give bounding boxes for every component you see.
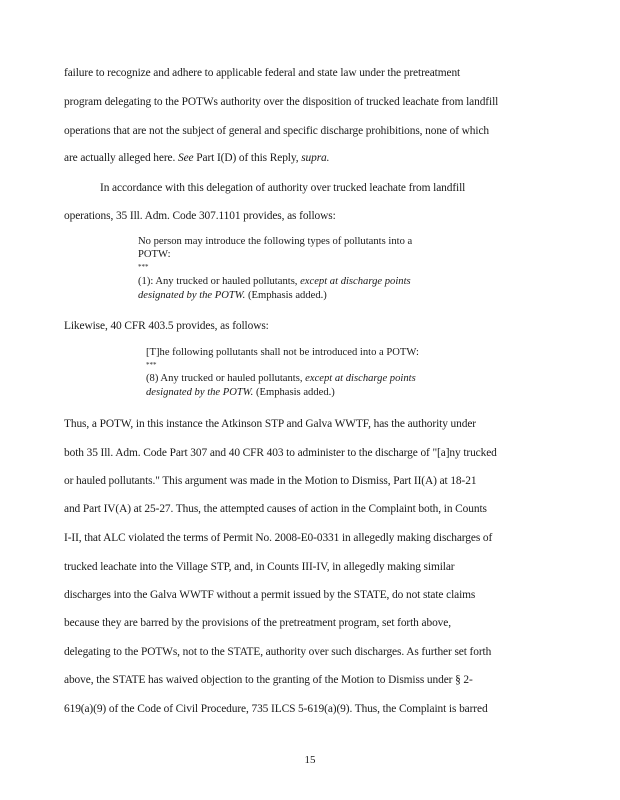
text-span: (Emphasis added.) [253,387,335,398]
text-line: operations that are not the subject of general and specific discharge prohibitions, none of which [64,125,490,137]
text-line: discharges into the Galva WWTF without a permit issued by the STATE, do not state claims [64,589,476,601]
text-line: Thus, a POTW, in this instance the Atkinson STP and Galva WWTF, has the authority under [64,418,476,430]
block-quote-line [138,290,498,302]
emphasis: designated by the POTW. [138,290,246,301]
text-span: (Emphasis added.) [245,290,327,301]
ellipsis: *** [138,263,149,271]
text-line: trucked leachate into the Village STP, and, in Counts III-IV, in allegedly making similar [64,561,455,573]
cite-supra: supra. [301,152,330,164]
text-line: operations, 35 Ill. Adm. Code 307.1101 provides, as follows: [64,210,336,222]
text-line: above, the STATE has waived objection to the granting of the Motion to Dismiss under § 2- [64,674,473,686]
block-quote-line [138,276,498,288]
emphasis: except at discharge points [305,373,416,384]
text-line: delegating to the POTWs, not to the STATE, authority over such discharges. As further set forth [64,646,492,658]
text-span: (1): Any trucked or hauled pollutants, [138,276,301,287]
cite-signal: See [177,152,194,164]
text-line: 619(a)(9) of the Code of Civil Procedure, 735 ILCS 5-619(a)(9). Thus, the Complaint is barred [64,703,488,715]
text-line: program delegating to the POTWs authority over the disposition of trucked leachate from landfill [64,96,499,108]
block-quote-line [146,387,506,399]
block-quote-line: [T]he following pollutants shall not be introduced into a POTW: [146,347,419,358]
text-line: or hauled pollutants." This argument was made in the Motion to Dismiss, Part II(A) at 18-21 [64,475,477,487]
ellipsis: *** [146,361,157,369]
text-line: I-II, that ALC violated the terms of Permit No. 2008-E0-0331 in allegedly making discharges of [64,532,493,544]
emphasis: except at discharge points [300,276,411,287]
block-quote-line: No person may introduce the following types of pollutants into a [138,236,413,247]
page-number: 15 [304,754,316,766]
text-line: In accordance with this delegation of authority over trucked leachate from landfill [100,182,466,194]
text-line: and Part IV(A) at 25-27. Thus, the attempted causes of action in the Complaint both, in Counts [64,503,487,515]
text-line: because they are barred by the provisions of the pretreatment program, set forth above, [64,617,451,629]
block-quote-line: POTW: [138,249,171,260]
text-line: failure to recognize and adhere to applicable federal and state law under the pretreatment [64,67,461,79]
text-span: are actually alleged here. [64,152,176,164]
text-line: both 35 Ill. Adm. Code Part 307 and 40 CFR 403 to administer to the discharge of "[a]ny trucked [64,447,497,459]
text-span: (8) Any trucked or hauled pollutants, [146,373,306,384]
block-quote-line [146,373,506,385]
text-line: Likewise, 40 CFR 403.5 provides, as follows: [64,320,269,332]
text-line [64,151,554,165]
text-span: Part I(D) of this Reply, [193,152,302,164]
emphasis: designated by the POTW. [146,387,254,398]
